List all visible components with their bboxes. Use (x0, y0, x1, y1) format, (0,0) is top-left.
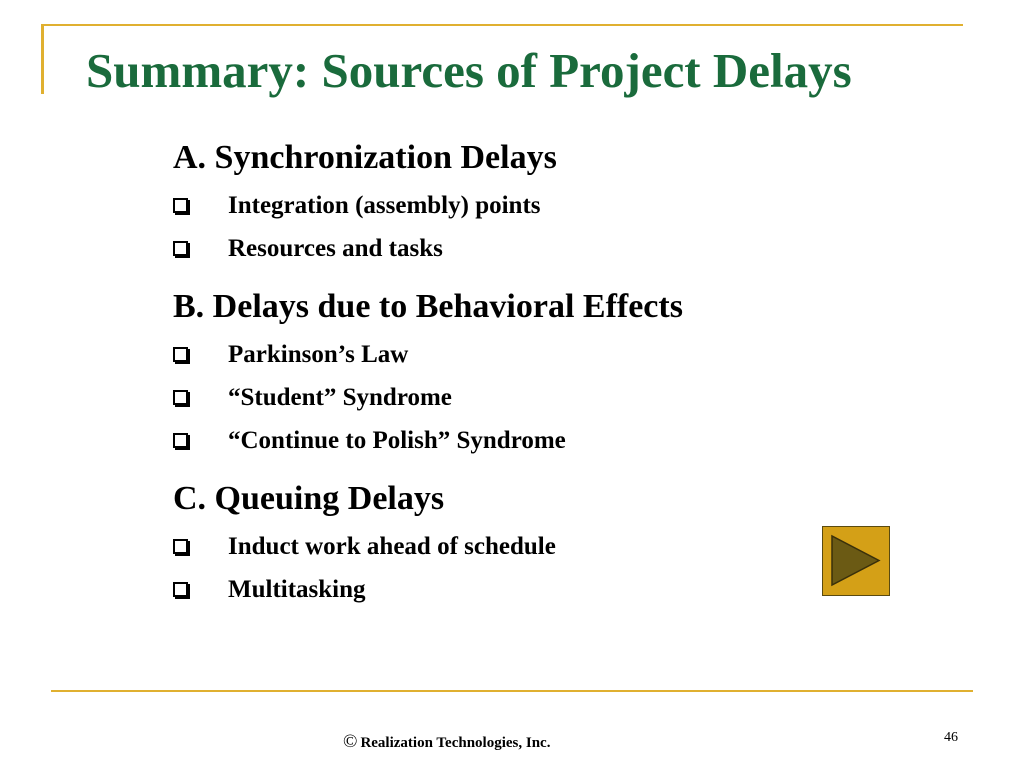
list-item-label: “Student” Syndrome (228, 383, 452, 411)
section-c (173, 477, 873, 611)
list-item-label: Induct work ahead of schedule (228, 532, 556, 560)
top-frame-vertical-line (41, 24, 44, 94)
list-item (173, 184, 873, 227)
slide-content (173, 136, 873, 626)
copyright-notice (343, 731, 550, 753)
slide-title: Summary: Sources of Project Delays (86, 43, 852, 98)
copyright-text: Realization Technologies, Inc. (360, 735, 551, 751)
checkbox-bullet-icon (173, 241, 188, 256)
list-item (173, 419, 873, 462)
list-item (173, 227, 873, 270)
checkbox-bullet-icon (173, 582, 188, 597)
list-item (173, 333, 873, 376)
next-slide-button[interactable] (822, 526, 890, 596)
list-item (173, 568, 873, 611)
checkbox-bullet-icon (173, 433, 188, 448)
section-b (173, 285, 873, 462)
copyright-symbol: © (343, 731, 358, 752)
footer-divider (51, 690, 973, 692)
checkbox-bullet-icon (173, 347, 188, 362)
section-a (173, 136, 873, 270)
section-heading: A. Synchronization Delays (173, 139, 557, 176)
section-heading: C. Queuing Delays (173, 480, 445, 517)
list-item (173, 525, 873, 568)
list-item (173, 376, 873, 419)
checkbox-bullet-icon (173, 390, 188, 405)
list-item-label: Parkinson’s Law (228, 340, 409, 368)
list-item-label: Multitasking (228, 575, 366, 603)
checkbox-bullet-icon (173, 198, 188, 213)
page-number: 46 (944, 730, 958, 745)
play-triangle-icon (823, 527, 889, 594)
list-item-label: Integration (assembly) points (228, 191, 541, 219)
list-item-label: “Continue to Polish” Syndrome (228, 426, 566, 454)
section-heading: B. Delays due to Behavioral Effects (173, 288, 683, 325)
top-frame-horizontal-line (41, 24, 963, 26)
list-item-label: Resources and tasks (228, 234, 443, 262)
checkbox-bullet-icon (173, 539, 188, 554)
